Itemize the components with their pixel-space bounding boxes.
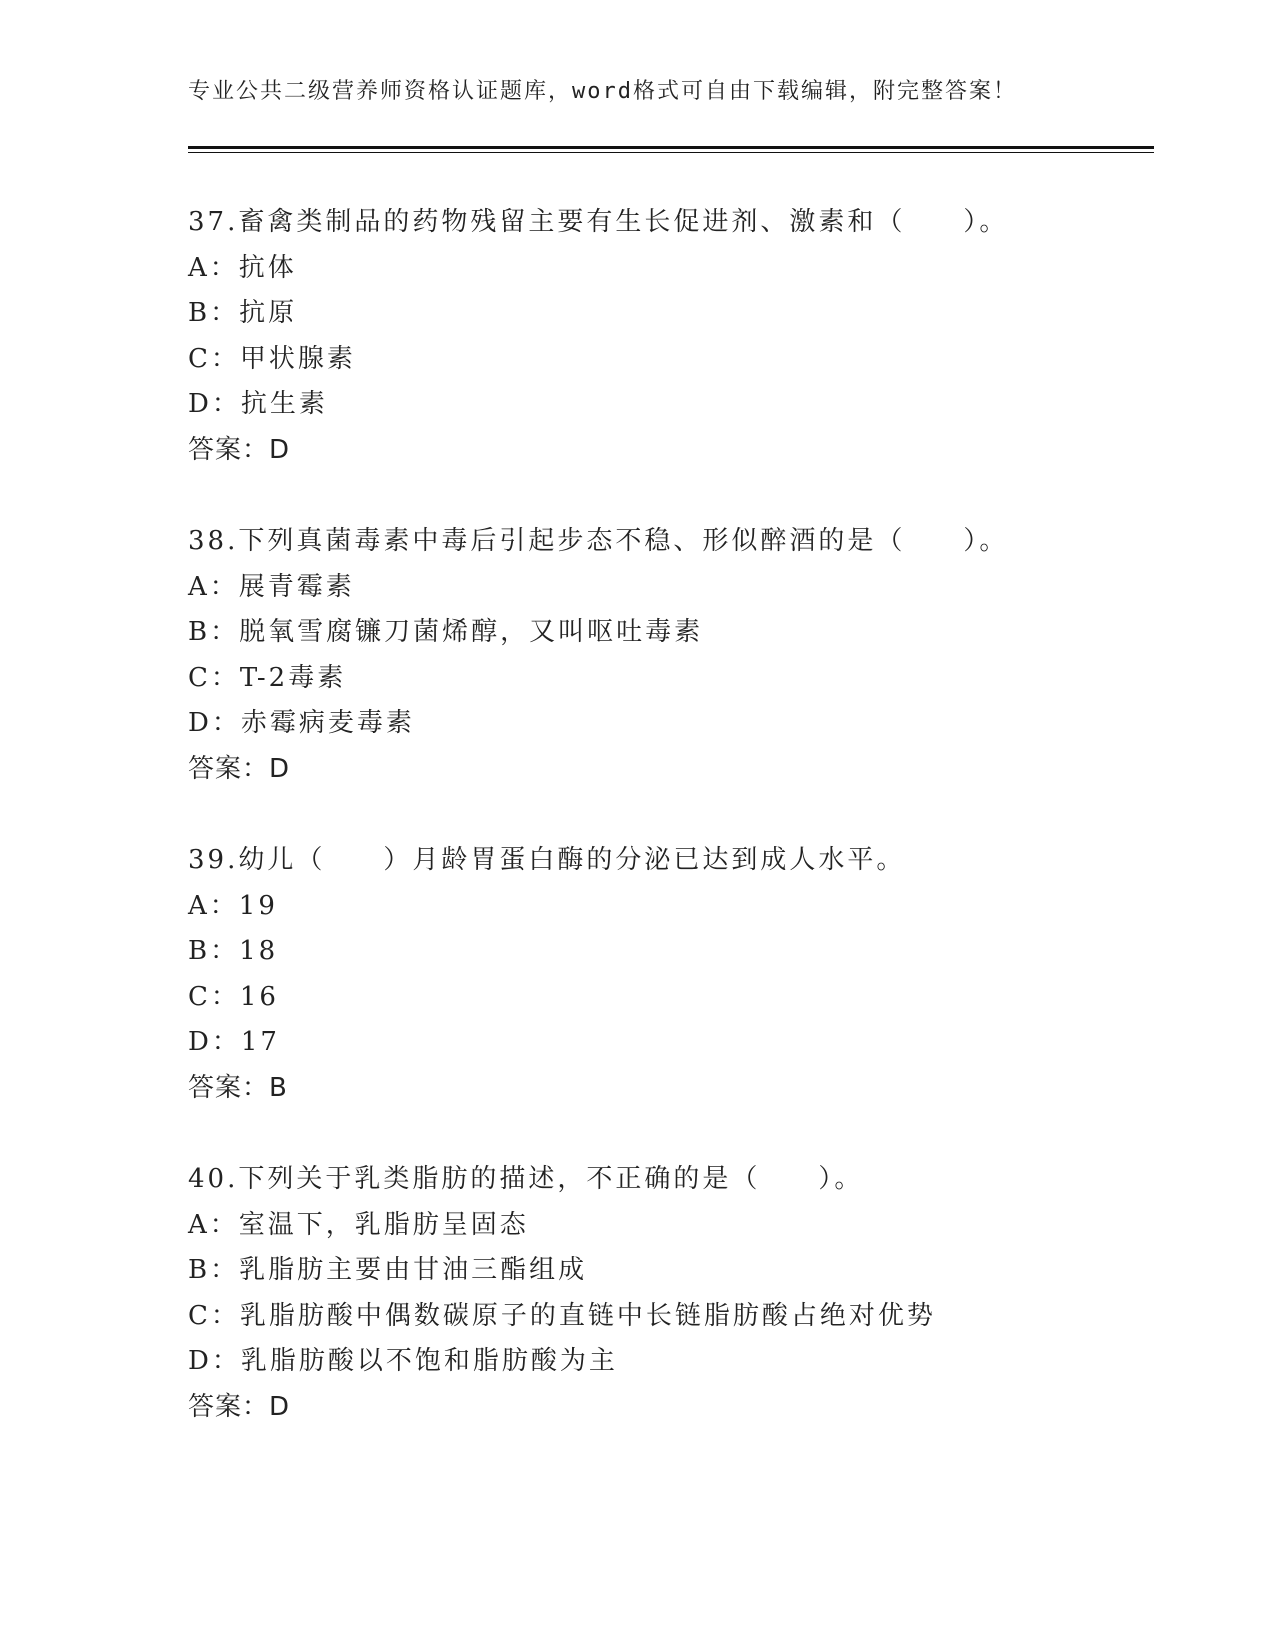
question-title: 37.畜禽类制品的药物残留主要有生长促进剂、激素和（ ）。: [188, 207, 1009, 237]
option-d: D：17: [188, 1027, 280, 1057]
question-title: 40.下列关于乳类脂肪的描述，不正确的是（ ）。: [188, 1164, 864, 1194]
option-d: D：抗生素: [188, 389, 328, 419]
question-title: 38.下列真菌毒素中毒后引起步态不稳、形似醉酒的是（ ）。: [188, 526, 1009, 556]
option-b: B：抗原: [188, 298, 298, 328]
page-header: 专业公共二级营养师资格认证题库，word格式可自由下载编辑，附完整答案！: [188, 79, 1017, 104]
option-c: C：甲状腺素: [188, 343, 356, 374]
answer-line: 答案：D: [188, 1391, 291, 1422]
option-c: C：T-2毒素: [188, 662, 347, 693]
option-c: C：16: [188, 981, 279, 1012]
question-40: [188, 1157, 936, 1430]
question-title: 39.幼儿（ ）月龄胃蛋白酶的分泌已达到成人水平。: [188, 845, 906, 875]
option-b: B：脱氧雪腐镰刀菌烯醇，又叫呕吐毒素: [188, 617, 704, 647]
question-38: [188, 519, 1008, 792]
option-c: C：乳脂肪酸中偶数碳原子的直链中长链脂肪酸占绝对优势: [188, 1300, 936, 1331]
option-d: D：乳脂肪酸以不饱和脂肪酸为主: [188, 1346, 618, 1376]
question-39: [188, 838, 905, 1111]
option-d: D：赤霉病麦毒素: [188, 708, 415, 738]
answer-line: 答案：D: [188, 434, 291, 465]
option-a: A：室温下，乳脂肪呈固态: [188, 1209, 529, 1240]
header-rule-thick: [188, 146, 1154, 149]
answer-line: 答案：D: [188, 753, 291, 784]
option-a: A：19: [188, 890, 278, 921]
question-37: [188, 200, 1008, 473]
option-b: B：18: [188, 936, 279, 966]
option-a: A：抗体: [188, 252, 297, 283]
option-a: A：展青霉素: [188, 571, 355, 602]
header-rule-thin: [188, 152, 1154, 153]
answer-line: 答案：B: [188, 1072, 288, 1103]
option-b: B：乳脂肪主要由甘油三酯组成: [188, 1255, 588, 1285]
